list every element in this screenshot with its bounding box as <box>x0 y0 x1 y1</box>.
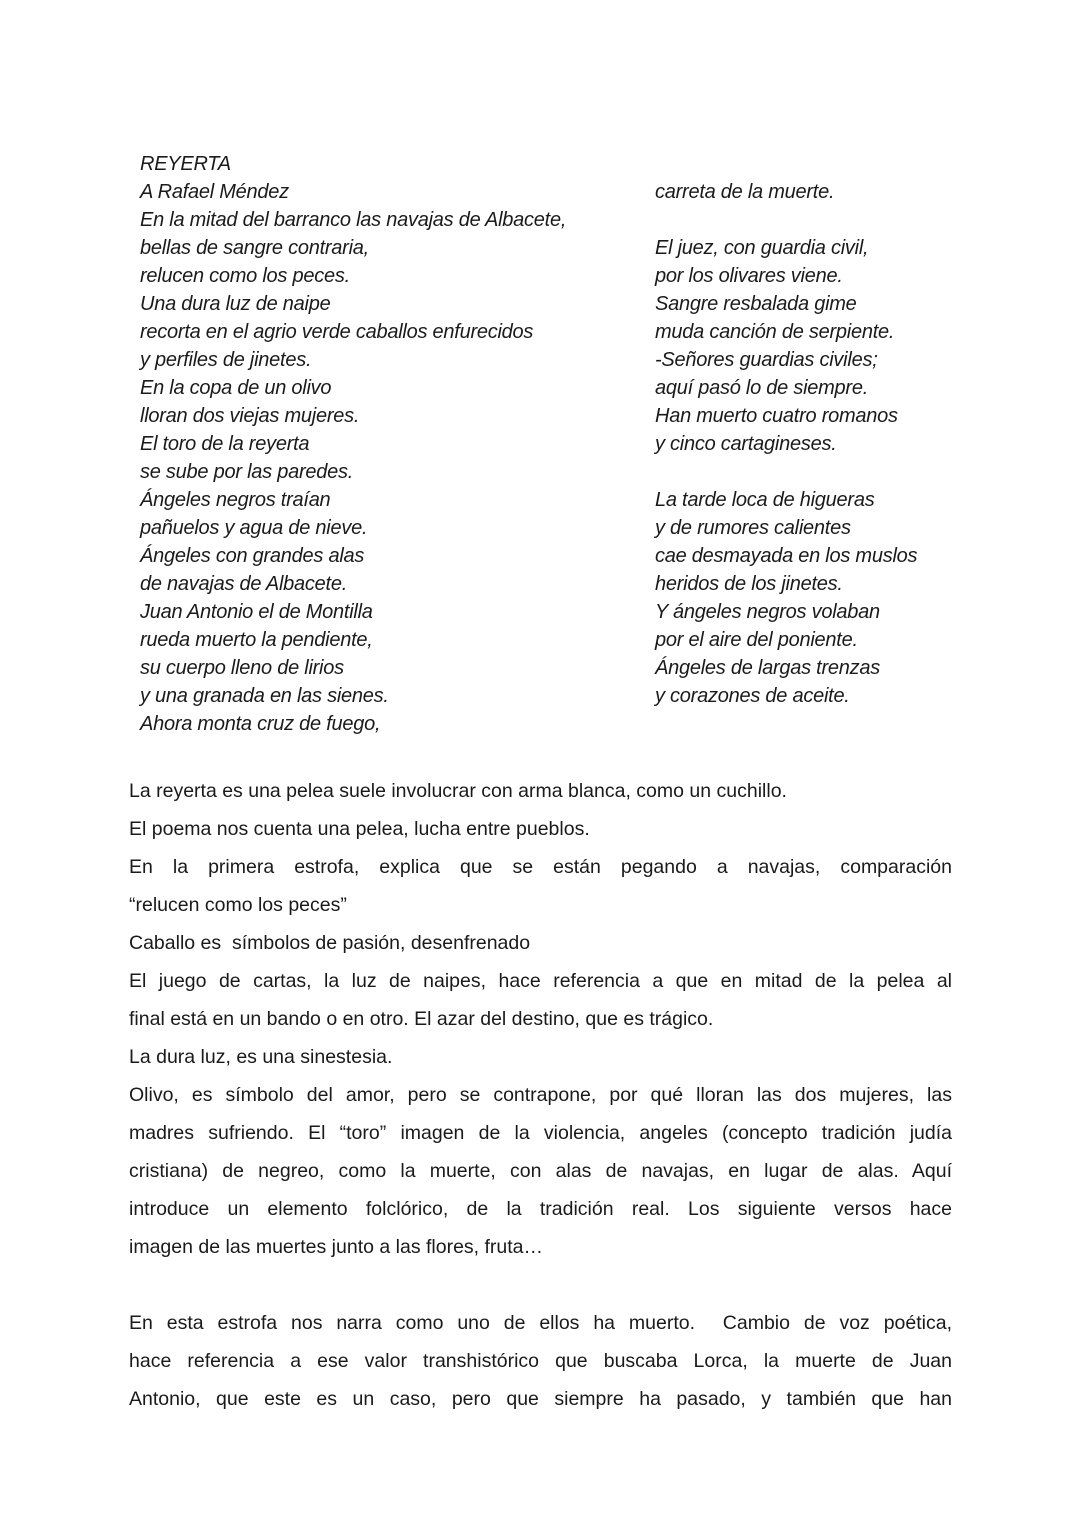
poem-line: Han muerto cuatro romanos <box>655 405 898 427</box>
poem-line: relucen como los peces. <box>140 265 350 287</box>
poem-line: y una granada en las sienes. <box>140 685 389 707</box>
poem-line: su cuerpo lleno de lirios <box>140 657 344 679</box>
poem-line: rueda muerto la pendiente, <box>140 629 373 651</box>
poem-line: lloran dos viejas mujeres. <box>140 405 360 427</box>
analysis-line <box>129 1266 952 1304</box>
analysis-line: introduce un elemento folclórico, de la tradición real. Los siguiente versos hace <box>129 1198 952 1220</box>
poem-line: Juan Antonio el de Montilla <box>140 601 373 623</box>
poem-line: bellas de sangre contraria, <box>140 237 369 259</box>
analysis-line: Antonio, que este es un caso, pero que siempre ha pasado, y también que han <box>129 1388 952 1410</box>
poem-line: y cinco cartagineses. <box>655 433 837 455</box>
poem-line: El toro de la reyerta <box>140 433 310 455</box>
poem-line: y de rumores calientes <box>655 517 851 539</box>
poem-line: cae desmayada en los muslos <box>655 545 918 567</box>
analysis-line: En esta estrofa nos narra como uno de ellos ha muerto. Cambio de voz poética, <box>129 1312 952 1334</box>
poem-column-right <box>655 178 917 710</box>
analysis-line: imagen de las muertes junto a las flores, fruta… <box>129 1236 544 1258</box>
poem-title: REYERTA <box>140 153 231 175</box>
poem-line: Ángeles de largas trenzas <box>655 657 880 679</box>
poem-line: La tarde loca de higueras <box>655 489 875 511</box>
analysis-line: Olivo, es símbolo del amor, pero se contrapone, por qué lloran las dos mujeres, las <box>129 1084 952 1106</box>
poem-line: Sangre resbalada gime <box>655 293 857 315</box>
poem-line: heridos de los jinetes. <box>655 573 843 595</box>
poem-line: En la copa de un olivo <box>140 377 332 399</box>
poem-line: El juez, con guardia civil, <box>655 237 869 259</box>
poem-line: se sube por las paredes. <box>140 461 354 483</box>
poem-line: Ángeles negros traían <box>140 489 331 511</box>
analysis-block <box>129 772 952 1418</box>
poem-line: de navajas de Albacete. <box>140 573 347 595</box>
analysis-line: La reyerta es una pelea suele involucrar con arma blanca, como un cuchillo. <box>129 780 787 802</box>
poem-line: carreta de la muerte. <box>655 181 835 203</box>
poem-line: y corazones de aceite. <box>655 685 850 707</box>
poem-line: Y ángeles negros volaban <box>655 601 880 623</box>
poem-line: aquí pasó lo de siempre. <box>655 377 869 399</box>
poem-line: Una dura luz de naipe <box>140 293 331 315</box>
poem-line: En la mitad del barranco las navajas de Albacete, <box>140 209 567 231</box>
poem-line <box>655 458 917 486</box>
analysis-line: cristiana) de negreo, como la muerte, con alas de navajas, en lugar de alas. Aquí <box>129 1160 952 1182</box>
analysis-line: En la primera estrofa, explica que se están pegando a navajas, comparación <box>129 856 952 878</box>
poem-line: por los olivares viene. <box>655 265 843 287</box>
analysis-line: madres sufriendo. El “toro” imagen de la violencia, angeles (concepto tradición judía <box>129 1122 952 1144</box>
poem-line: muda canción de serpiente. <box>655 321 895 343</box>
poem-line: por el aire del poniente. <box>655 629 858 651</box>
analysis-line: La dura luz, es una sinestesia. <box>129 1046 393 1068</box>
poem-column-left <box>140 150 566 738</box>
poem-line: Ahora monta cruz de fuego, <box>140 713 381 735</box>
poem-line <box>655 206 917 234</box>
analysis-line: El juego de cartas, la luz de naipes, hace referencia a que en mitad de la pelea al <box>129 970 952 992</box>
poem-line: pañuelos y agua de nieve. <box>140 517 368 539</box>
analysis-line: hace referencia a ese valor transhistórico que buscaba Lorca, la muerte de Juan <box>129 1350 952 1372</box>
poem-line: recorta en el agrio verde caballos enfurecidos <box>140 321 534 343</box>
analysis-line: “relucen como los peces” <box>129 894 347 916</box>
poem-line: y perfiles de jinetes. <box>140 349 312 371</box>
poem-line: Ángeles con grandes alas <box>140 545 365 567</box>
poem-dedication: A Rafael Méndez <box>140 181 289 203</box>
analysis-line: El poema nos cuenta una pelea, lucha entre pueblos. <box>129 818 590 840</box>
analysis-line: Caballo es símbolos de pasión, desenfrenado <box>129 932 531 954</box>
poem-line: -Señores guardias civiles; <box>655 349 878 371</box>
analysis-line: final está en un bando o en otro. El azar del destino, que es trágico. <box>129 1008 714 1030</box>
